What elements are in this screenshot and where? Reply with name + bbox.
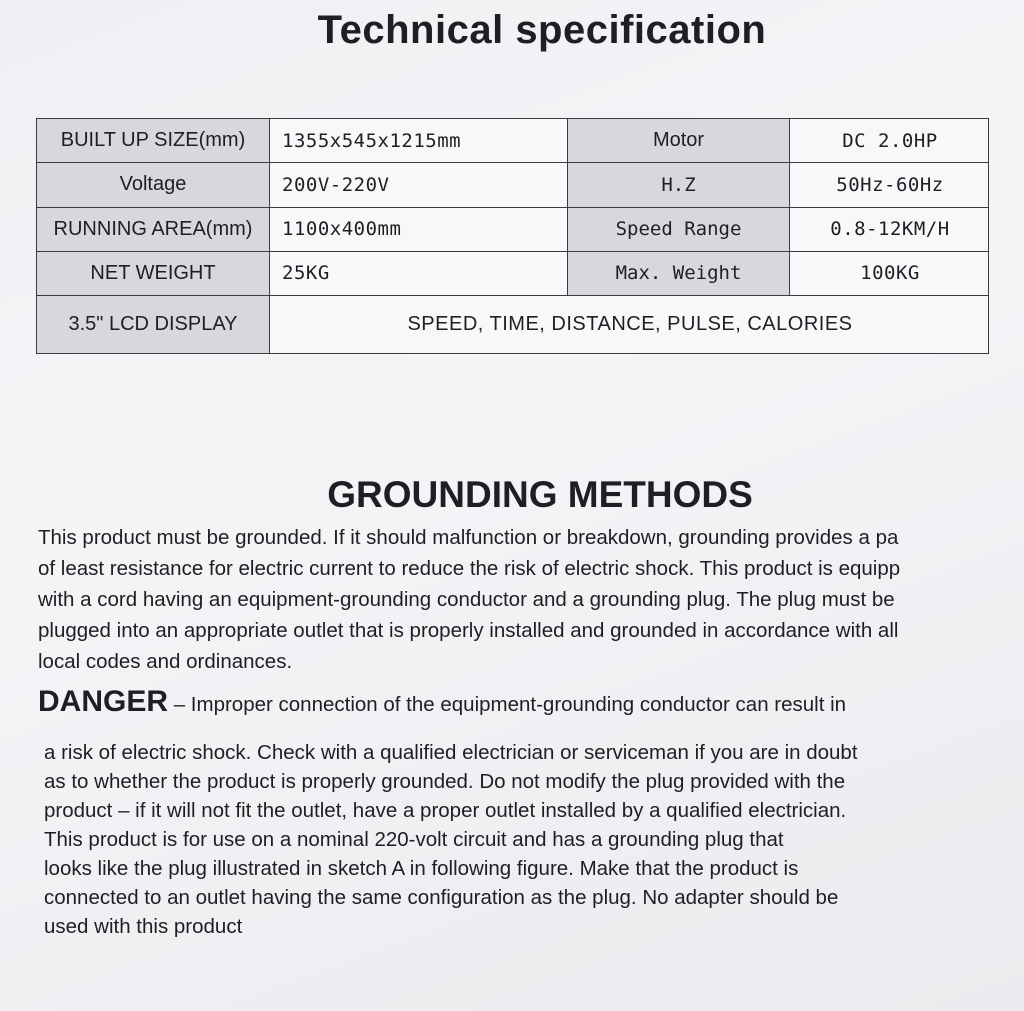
spec-value: 1355x545x1215mm [270, 119, 568, 163]
text-line: as to whether the product is properly grounded. Do not modify the plug provided with the [44, 770, 846, 793]
text-line: – Improper connection of the equipment-grounding conductor can result in [168, 693, 847, 716]
text-line: a risk of electric shock. Check with a qualified electrician or serviceman if you are in doubt [44, 741, 858, 764]
spec-value: 0.8-12KM/H [790, 207, 989, 251]
danger-paragraph [44, 738, 1014, 941]
spec-value: 1100x400mm [270, 207, 568, 251]
spec-value: 100KG [790, 251, 989, 295]
danger-label: DANGER [38, 686, 169, 718]
spec-value: 200V-220V [270, 163, 568, 207]
text-line: This product is for use on a nominal 220-volt circuit and has a grounding plug that [44, 828, 784, 851]
table-row [37, 119, 989, 163]
spec-label: Motor [568, 119, 790, 163]
spec-label: NET WEIGHT [37, 251, 270, 295]
table-row [37, 163, 989, 207]
text-line: looks like the plug illustrated in sketch A in following figure. Make that the product is [44, 857, 799, 880]
spec-value: 25KG [270, 251, 568, 295]
spec-label: BUILT UP SIZE(mm) [37, 119, 270, 163]
section-heading: GROUNDING METHODS [327, 474, 753, 515]
spec-label: Speed Range [568, 207, 790, 251]
spec-value: 50Hz-60Hz [790, 163, 989, 207]
spec-label: Max. Weight [568, 251, 790, 295]
text-line: of least resistance for electric current to reduce the risk of electric shock. This product is equipp [38, 557, 901, 580]
text-line: plugged into an appropriate outlet that is properly installed and grounded in accordance with all [38, 619, 899, 642]
spec-value: SPEED, TIME, DISTANCE, PULSE, CALORIES [270, 296, 989, 354]
spec-table [36, 118, 989, 354]
page-title: Technical specification [317, 8, 767, 52]
spec-label: 3.5" LCD DISPLAY [37, 296, 270, 354]
text-line: This product must be grounded. If it should malfunction or breakdown, grounding provides a pa [38, 526, 899, 549]
table-row [37, 251, 989, 295]
text-line: connected to an outlet having the same configuration as the plug. No adapter should be [44, 886, 839, 909]
spec-label: H.Z [568, 163, 790, 207]
spec-label: RUNNING AREA(mm) [37, 207, 270, 251]
text-line: used with this product [44, 915, 243, 938]
danger-heading-line [38, 686, 1024, 720]
table-row [37, 296, 989, 354]
text-line: with a cord having an equipment-grounding conductor and a grounding plug. The plug must be [38, 588, 895, 611]
text-line: product – if it will not fit the outlet, have a proper outlet installed by a qualified electrician. [44, 799, 847, 822]
grounding-paragraph [38, 522, 1024, 677]
text-line: local codes and ordinances. [38, 650, 293, 673]
table-row [37, 207, 989, 251]
spec-value: DC 2.0HP [790, 119, 989, 163]
spec-label: Voltage [37, 163, 270, 207]
